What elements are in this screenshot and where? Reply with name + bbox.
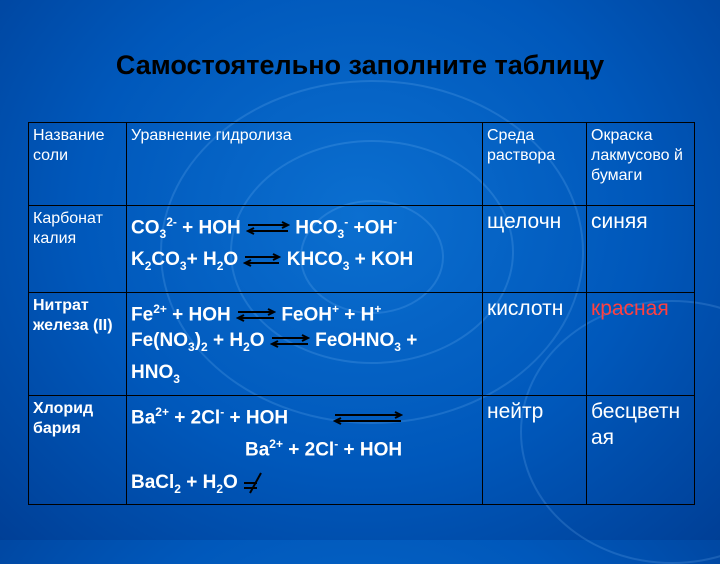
medium-value: нейтр [483, 395, 587, 504]
equilibrium-arrow-icon [333, 411, 403, 425]
hydrolysis-equation [127, 293, 483, 396]
header-color: Окраска лакмусово й бумаги [587, 123, 695, 206]
salt-name: Хлорид бария [29, 395, 127, 504]
equal-sign-icon [243, 471, 265, 495]
equation-line: $Ba^{2+} + 2Cl^-$ + HOH [131, 399, 478, 431]
equilibrium-arrow-icon [243, 253, 281, 267]
equation-line: $HNO_3$ [131, 362, 180, 386]
hydrolysis-equation [127, 395, 483, 504]
table-row [29, 293, 695, 396]
equilibrium-arrow-icon [236, 308, 276, 322]
header-name: Название соли [29, 123, 127, 206]
hydrolysis-table [28, 122, 695, 505]
header-equation: Уравнение гидролиза [127, 123, 483, 206]
equation-line: BaCl$_2$ + $H_2O$ [131, 470, 478, 502]
equilibrium-arrow-icon [270, 334, 310, 348]
medium-value: кислотн [483, 293, 587, 396]
equation-line: $Fe(NO_3)_2 + H_2O$ FeOHNO$_3$ + [131, 330, 418, 355]
medium-value: щелочн [483, 206, 587, 293]
litmus-color-value: красная [587, 293, 695, 396]
table-row [29, 206, 695, 293]
table-row [29, 395, 695, 504]
equation-line: $Fe^{2+}$ + HOH FeOH+ + H+ [131, 302, 382, 326]
equation-line: $K_2CO_3+ H_2O$ $KHCO_3$ + KOH [131, 249, 414, 273]
header-medium: Среда раствора [483, 123, 587, 206]
table-header-row [29, 123, 695, 206]
litmus-color-value: синяя [587, 206, 695, 293]
salt-name: Нитрат железа (II) [29, 293, 127, 396]
page-title: Самостоятельно заполните таблицу [115, 50, 605, 80]
salt-name: Карбонат калия [29, 206, 127, 293]
hydrolysis-equation [127, 206, 483, 293]
equation-line: $Ba^{2+} + 2Cl^-$ + HOH [245, 437, 403, 461]
litmus-color-value: бесцветн ая [587, 395, 695, 504]
equilibrium-arrow-icon [246, 221, 290, 235]
equation-line: $CO_3^{2-}$ + HOH $HCO_3^- +OH^-$ [131, 215, 398, 242]
